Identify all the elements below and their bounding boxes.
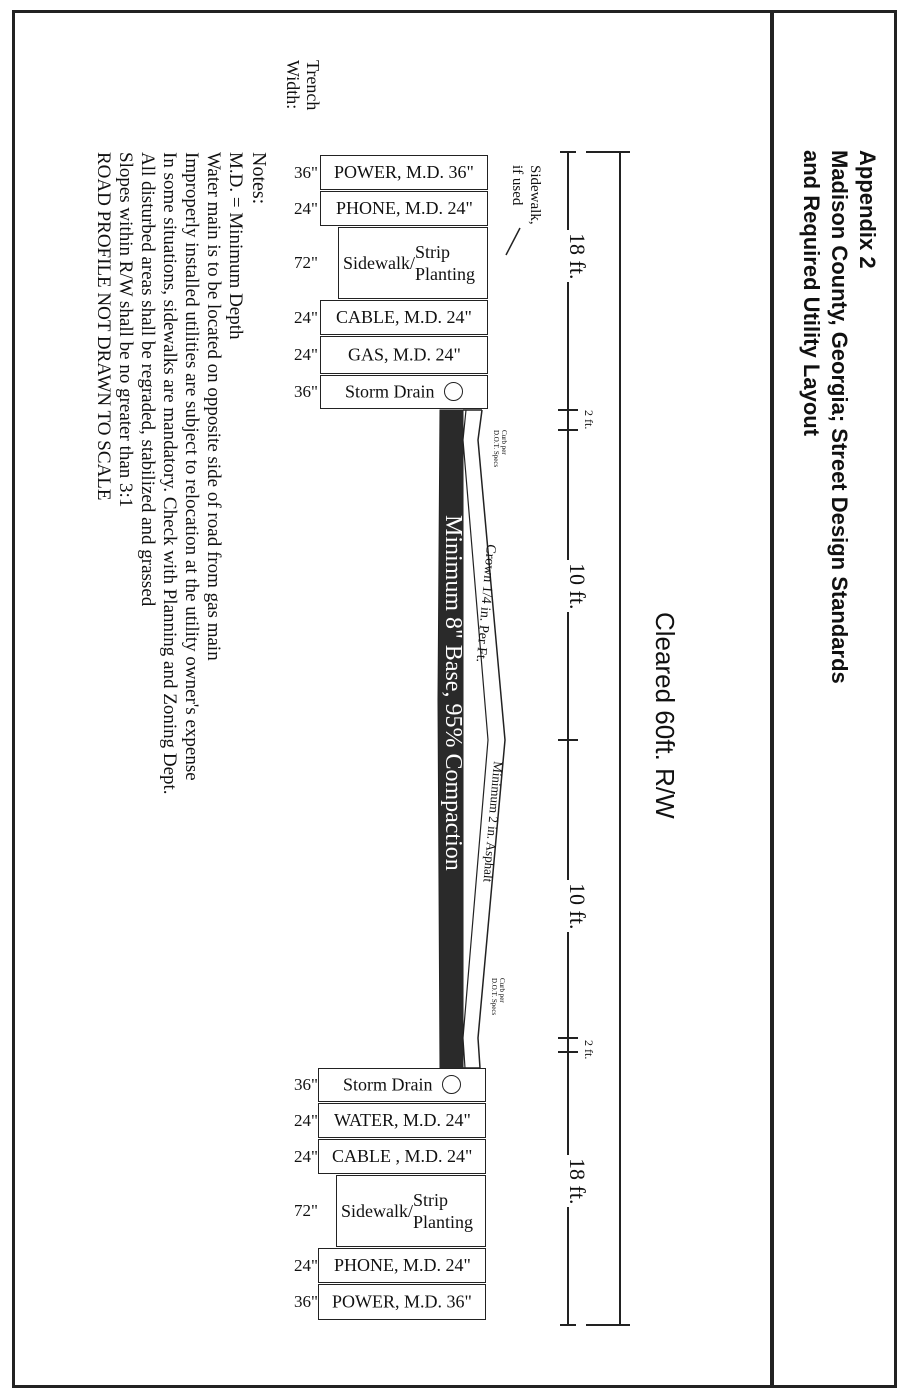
dim-right-shoulder: 18 ft.: [564, 1155, 590, 1207]
dim-left-gutter: 2 ft.: [582, 410, 596, 430]
right-trench-width-0: 36": [294, 1075, 318, 1094]
appendix-label: Appendix 2: [855, 150, 880, 269]
left-utility-0-label: POWER, M.D. 36": [334, 162, 474, 182]
right-utility-3-label-line1: Sidewalk/: [341, 1201, 413, 1221]
trench-label-line1: Trench: [303, 60, 323, 111]
left-utility-3-label: CABLE, M.D. 24": [336, 307, 472, 327]
notes-line-6: ROAD PROFILE NOT DRAWN TO SCALE: [93, 152, 114, 501]
sidewalk-note-line2: if used: [509, 165, 525, 206]
curb-right-label-line2: D.O.T. Specs: [490, 978, 498, 1016]
sidewalk-note-line1: Sidewalk,: [527, 165, 543, 225]
notes-line-0: M.D. = Minimum Depth: [225, 152, 246, 340]
right-trench-width-3: 72": [294, 1201, 318, 1220]
dim-left-shoulder: 18 ft.: [564, 230, 590, 282]
left-trench-width-5: 36": [294, 382, 318, 401]
page-title-line1: Madison County, Georgia; Street Design Standards: [827, 150, 852, 684]
notes-line-4: All disturbed areas shall be regraded, stabilized and grassed: [137, 152, 158, 607]
crown-label: Crown 1/4 in. Per Ft.: [472, 543, 498, 663]
curb-right-label-line1: Curb per: [498, 978, 506, 1003]
left-trench-width-0: 36": [294, 162, 318, 182]
trench-label-line2: Width:: [283, 60, 303, 110]
page-title-line2: and Required Utility Layout: [799, 150, 824, 437]
left-trench-width-3: 24": [294, 307, 318, 327]
right-trench-width-1: 24": [294, 1110, 318, 1130]
right-trench-width-2: 24": [294, 1146, 318, 1166]
left-trench-width-4: 24": [294, 345, 318, 364]
notes-line-1: Water main is to be located on opposite side of road from gas main: [203, 152, 224, 661]
right-utility-3-label-line2: Planting Strip: [413, 1190, 474, 1232]
asphalt-label: Minimum 2 in. Asphalt: [480, 760, 506, 883]
right-trench-width-4: 24": [294, 1255, 318, 1275]
right-utility-5-label: POWER, M.D. 36": [332, 1291, 472, 1312]
dim-right-lane: 10 ft.: [564, 880, 590, 932]
dim-left-lane: 10 ft.: [564, 560, 590, 612]
left-utility-4-label: GAS, M.D. 24": [347, 344, 461, 365]
right-of-way-label: Cleared 60ft. R/W: [650, 612, 680, 819]
notes-line-3: In some situations, sidewalks are mandatory. Check with Planning and Zoning Dept.: [159, 152, 180, 795]
right-trench-width-5: 36": [294, 1292, 318, 1311]
notes-heading: Notes:: [248, 152, 270, 205]
right-utility-1-label: WATER, M.D. 24": [333, 1110, 471, 1130]
right-utility-4-label: PHONE, M.D. 24": [333, 1255, 471, 1275]
road-base-label: Minimum 8" Base, 95% Compaction: [440, 515, 466, 871]
curb-left-label-line1: Curb per: [500, 430, 508, 455]
left-utility-1-label: PHONE, M.D. 24": [335, 198, 473, 218]
left-trench-width-1: 24": [294, 198, 318, 218]
right-utility-2-label: CABLE , M.D. 24": [331, 1146, 473, 1166]
notes-line-2: Improperly installed utilities are subject to relocation at the utility owner's expense: [181, 152, 202, 781]
left-utility-5-label: Storm Drain: [344, 381, 435, 402]
left-utility-2-label-line1: Sidewalk/: [343, 253, 415, 273]
right-utility-0-label: Storm Drain: [342, 1074, 433, 1095]
left-trench-width-2: 72": [294, 253, 318, 272]
dim-right-gutter: 2 ft.: [582, 1040, 596, 1060]
notes-line-5: Slopes within R/W shall be no greater than 3:1: [115, 152, 136, 508]
curb-left-label-line2: D.O.T. Specs: [492, 430, 500, 468]
left-utility-2-label-line2: Planting Strip: [415, 242, 476, 284]
